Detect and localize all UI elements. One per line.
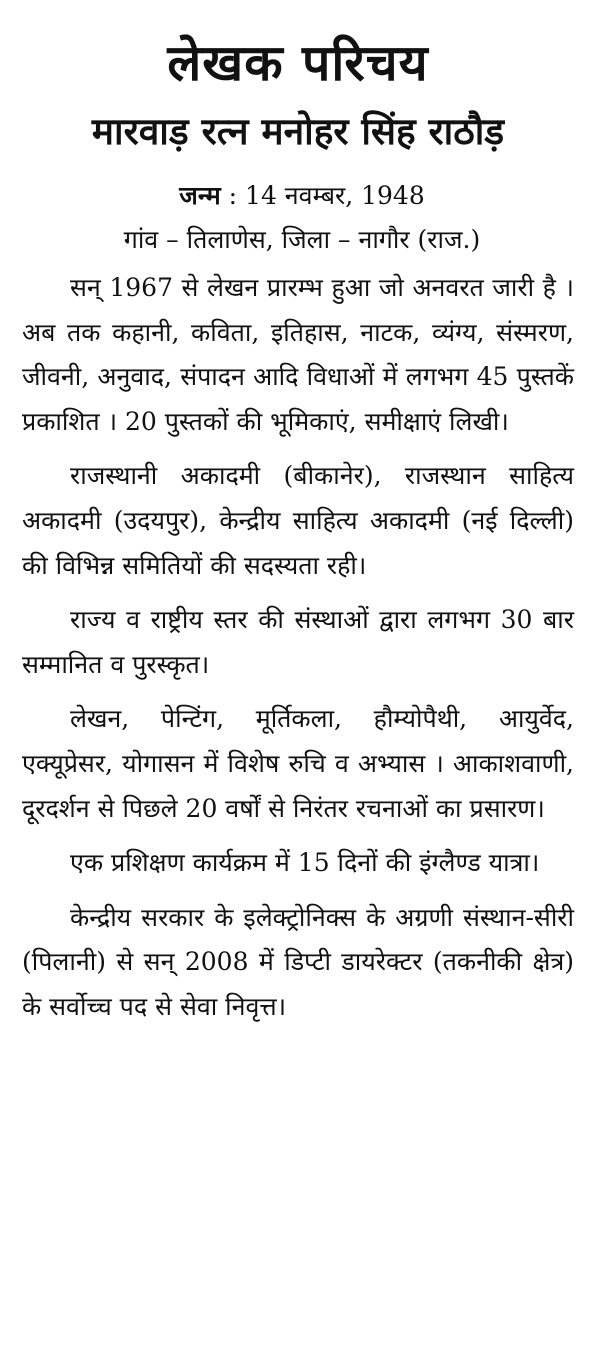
paragraph-writing-career: सन् 1967 से लेखन प्रारम्भ हुआ जो अनवरत जारी है । अब तक कहानी, कविता, इतिहास, नाटक, व्यंग्य, संस्मरण, जीवनी, अनुवाद, संपादन आदि विधाओं में लगभग 45 पुस्तकें प्रकाशित । 20 पुस्तकों की भूमिकाएं, समीक्षाएं लिखी। bbox=[22, 273, 574, 436]
birth-date-line bbox=[22, 174, 574, 218]
paragraph-england-trip: एक प्रशिक्षण कार्यक्रम में 15 दिनों की इंग्लैण्ड यात्रा। bbox=[70, 848, 540, 878]
birth-separator: : bbox=[220, 181, 246, 210]
paragraph-interests: लेखन, पेन्टिंग, मूर्तिकला, हौम्योपैथी, आयुर्वेद, एक्यूप्रेसर, योगासन में विशेष रुचि व अभ्यास । आकाशवाणी, दूरदर्शन से पिछले 20 वर्षों से निरंतर रचनाओं का प्रसारण। bbox=[22, 704, 574, 823]
birth-place: गांव – तिलाणेस, जिला – नागौर (राज.) bbox=[123, 225, 481, 254]
birth-date: 14 नवम्बर, 1948 bbox=[245, 181, 425, 210]
paragraph-honours: राज्य व राष्ट्रीय स्तर की संस्थाओं द्वारा लगभग 30 बार सम्मानित व पुरस्कृत। bbox=[22, 605, 574, 679]
paragraph-retirement: केन्द्रीय सरकार के इलेक्ट्रोनिक्स के अग्रणी संस्थान-सीरी (पिलानी) से सन् 2008 में डिप्टी डायरेक्टर (तकनीकी क्षेत्र) के सर्वोच्च पद से सेवा निवृत्त। bbox=[22, 902, 574, 1021]
page-title: लेखक परिचय bbox=[167, 34, 429, 92]
paragraph-academy-memberships: राजस्थानी अकादमी (बीकानेर), राजस्थान साहित्य अकादमी (उदयपुर), केन्द्रीय साहित्य अकादमी (नई दिल्ली) की विभिन्न समितियों की सदस्यता रही। bbox=[22, 461, 574, 580]
author-name: मारवाड़ रत्न मनोहर सिंह राठौड़ bbox=[91, 110, 505, 153]
birth-label: जन्म bbox=[179, 181, 221, 210]
